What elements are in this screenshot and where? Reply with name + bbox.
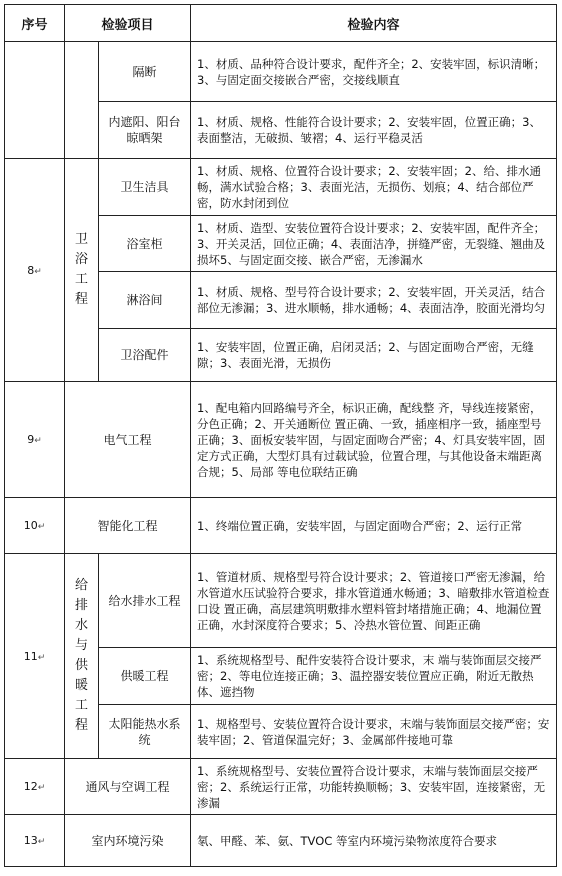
row-category	[65, 42, 99, 159]
header-content: 检验内容	[191, 5, 557, 42]
row-no: 13↵	[5, 815, 65, 867]
row-content: 1、材质、规格、位置符合设计要求；2、安装牢固；2、给、排水通畅，满水试验合格；3、表面光洁，无损伤、划痕；4、结合部位严密，防水封闭到位	[191, 159, 557, 216]
row-no: 8↵	[5, 159, 65, 382]
row-no: 11↵	[5, 554, 65, 759]
row-no	[5, 42, 65, 159]
row-content: 氡、甲醛、苯、氨、TVOC 等室内环境污染物浓度符合要求	[191, 815, 557, 867]
row-sub-item: 浴室柜	[99, 216, 191, 272]
row-category: 通风与空调工程	[65, 759, 191, 815]
table-row	[5, 498, 557, 554]
row-content: 1、材质、规格、性能符合设计要求；2、安装牢固，位置正确；3、表面整洁，无破损、皱褶；4、运行平稳灵活	[191, 102, 557, 159]
row-content: 1、材质、造型、安装位置符合设计要求；2、安装牢固，配件齐全；3、开关灵活，回位正确；4、表面洁净，拼缝严密，无裂缝、翘曲及损坏5、与固定面交接、嵌合严密，无渗漏水	[191, 216, 557, 272]
row-content: 1、终端位置正确，安装牢固，与固定面吻合严密；2、运行正常	[191, 498, 557, 554]
row-no: 9↵	[5, 382, 65, 498]
row-content: 1、规格型号、安装位置符合设计要求，末端与装饰面层交接严密；安装牢固；2、管道保温完好；3、金属部件接地可靠	[191, 705, 557, 759]
table-header	[5, 5, 557, 42]
row-sub-item: 内遮阳、阳台晾晒架	[99, 102, 191, 159]
header-no: 序号	[5, 5, 65, 42]
row-content: 1、管道材质、规格型号符合设计要求；2、管道接口严密无渗漏，给水管道水压试验符合要求，排水管道通水畅通；3、暗敷排水管道检查口设 置正确，高层建筑明敷排水塑料管封堵措施正确；4、地漏位置正确，水封深度符合要求；5、冷热水管位置、间距正确	[191, 554, 557, 648]
row-sub-item: 太阳能热水系统	[99, 705, 191, 759]
row-category: 室内环境污染	[65, 815, 191, 867]
table-row	[5, 42, 557, 102]
row-sub-item: 供暖工程	[99, 648, 191, 705]
row-no: 12↵	[5, 759, 65, 815]
row-content: 1、材质、规格、型号符合设计要求；2、安装牢固，开关灵活，结合部位无渗漏；3、进水顺畅，排水通畅；4、表面洁净，胶面光滑均匀	[191, 272, 557, 329]
row-sub-item: 卫生洁具	[99, 159, 191, 216]
table-row	[5, 159, 557, 216]
inspection-table	[4, 4, 557, 867]
row-sub-item: 隔断	[99, 42, 191, 102]
row-content: 1、材质、品种符合设计要求，配件齐全；2、安装牢固，标识清晰；3、与固定面交接嵌合严密，交接线顺直	[191, 42, 557, 102]
row-category: 卫浴工程	[65, 159, 99, 382]
row-content: 1、系统规格型号、安装位置符合设计要求，末端与装饰面层交接严密；2、系统运行正常，功能转换顺畅；3、安装牢固，连接紧密，无渗漏	[191, 759, 557, 815]
header-item: 检验项目	[65, 5, 191, 42]
row-sub-item: 给水排水工程	[99, 554, 191, 648]
row-content: 1、系统规格型号、配件安装符合设计要求，末 端与装饰面层交接严密；2、等电位连接正确；3、温控器安装位置应正确，附近无散热体、遮挡物	[191, 648, 557, 705]
row-category: 给排水与供暖工程	[65, 554, 99, 759]
row-sub-item: 卫浴配件	[99, 329, 191, 382]
row-content: 1、配电箱内回路编号齐全，标识正确，配线整 齐，导线连接紧密，分色正确；2、开关通断位 置正确、一致，插座相序一致，插座型号正确；3、面板安装牢固，与固定面吻合严密；4、灯具安装牢固，固定方式正确，大型灯具有过载试验，位置合理，与其他设备末端距离合规；5、局部 等电位联结正确	[191, 382, 557, 498]
table-row	[5, 382, 557, 498]
row-category: 电气工程	[65, 382, 191, 498]
row-content: 1、安装牢固，位置正确，启闭灵活；2、与固定面吻合严密，无缝隙；3、表面光滑，无损伤	[191, 329, 557, 382]
row-sub-item: 淋浴间	[99, 272, 191, 329]
table-row	[5, 815, 557, 867]
table-row	[5, 554, 557, 648]
row-no: 10↵	[5, 498, 65, 554]
row-category: 智能化工程	[65, 498, 191, 554]
table-row	[5, 759, 557, 815]
